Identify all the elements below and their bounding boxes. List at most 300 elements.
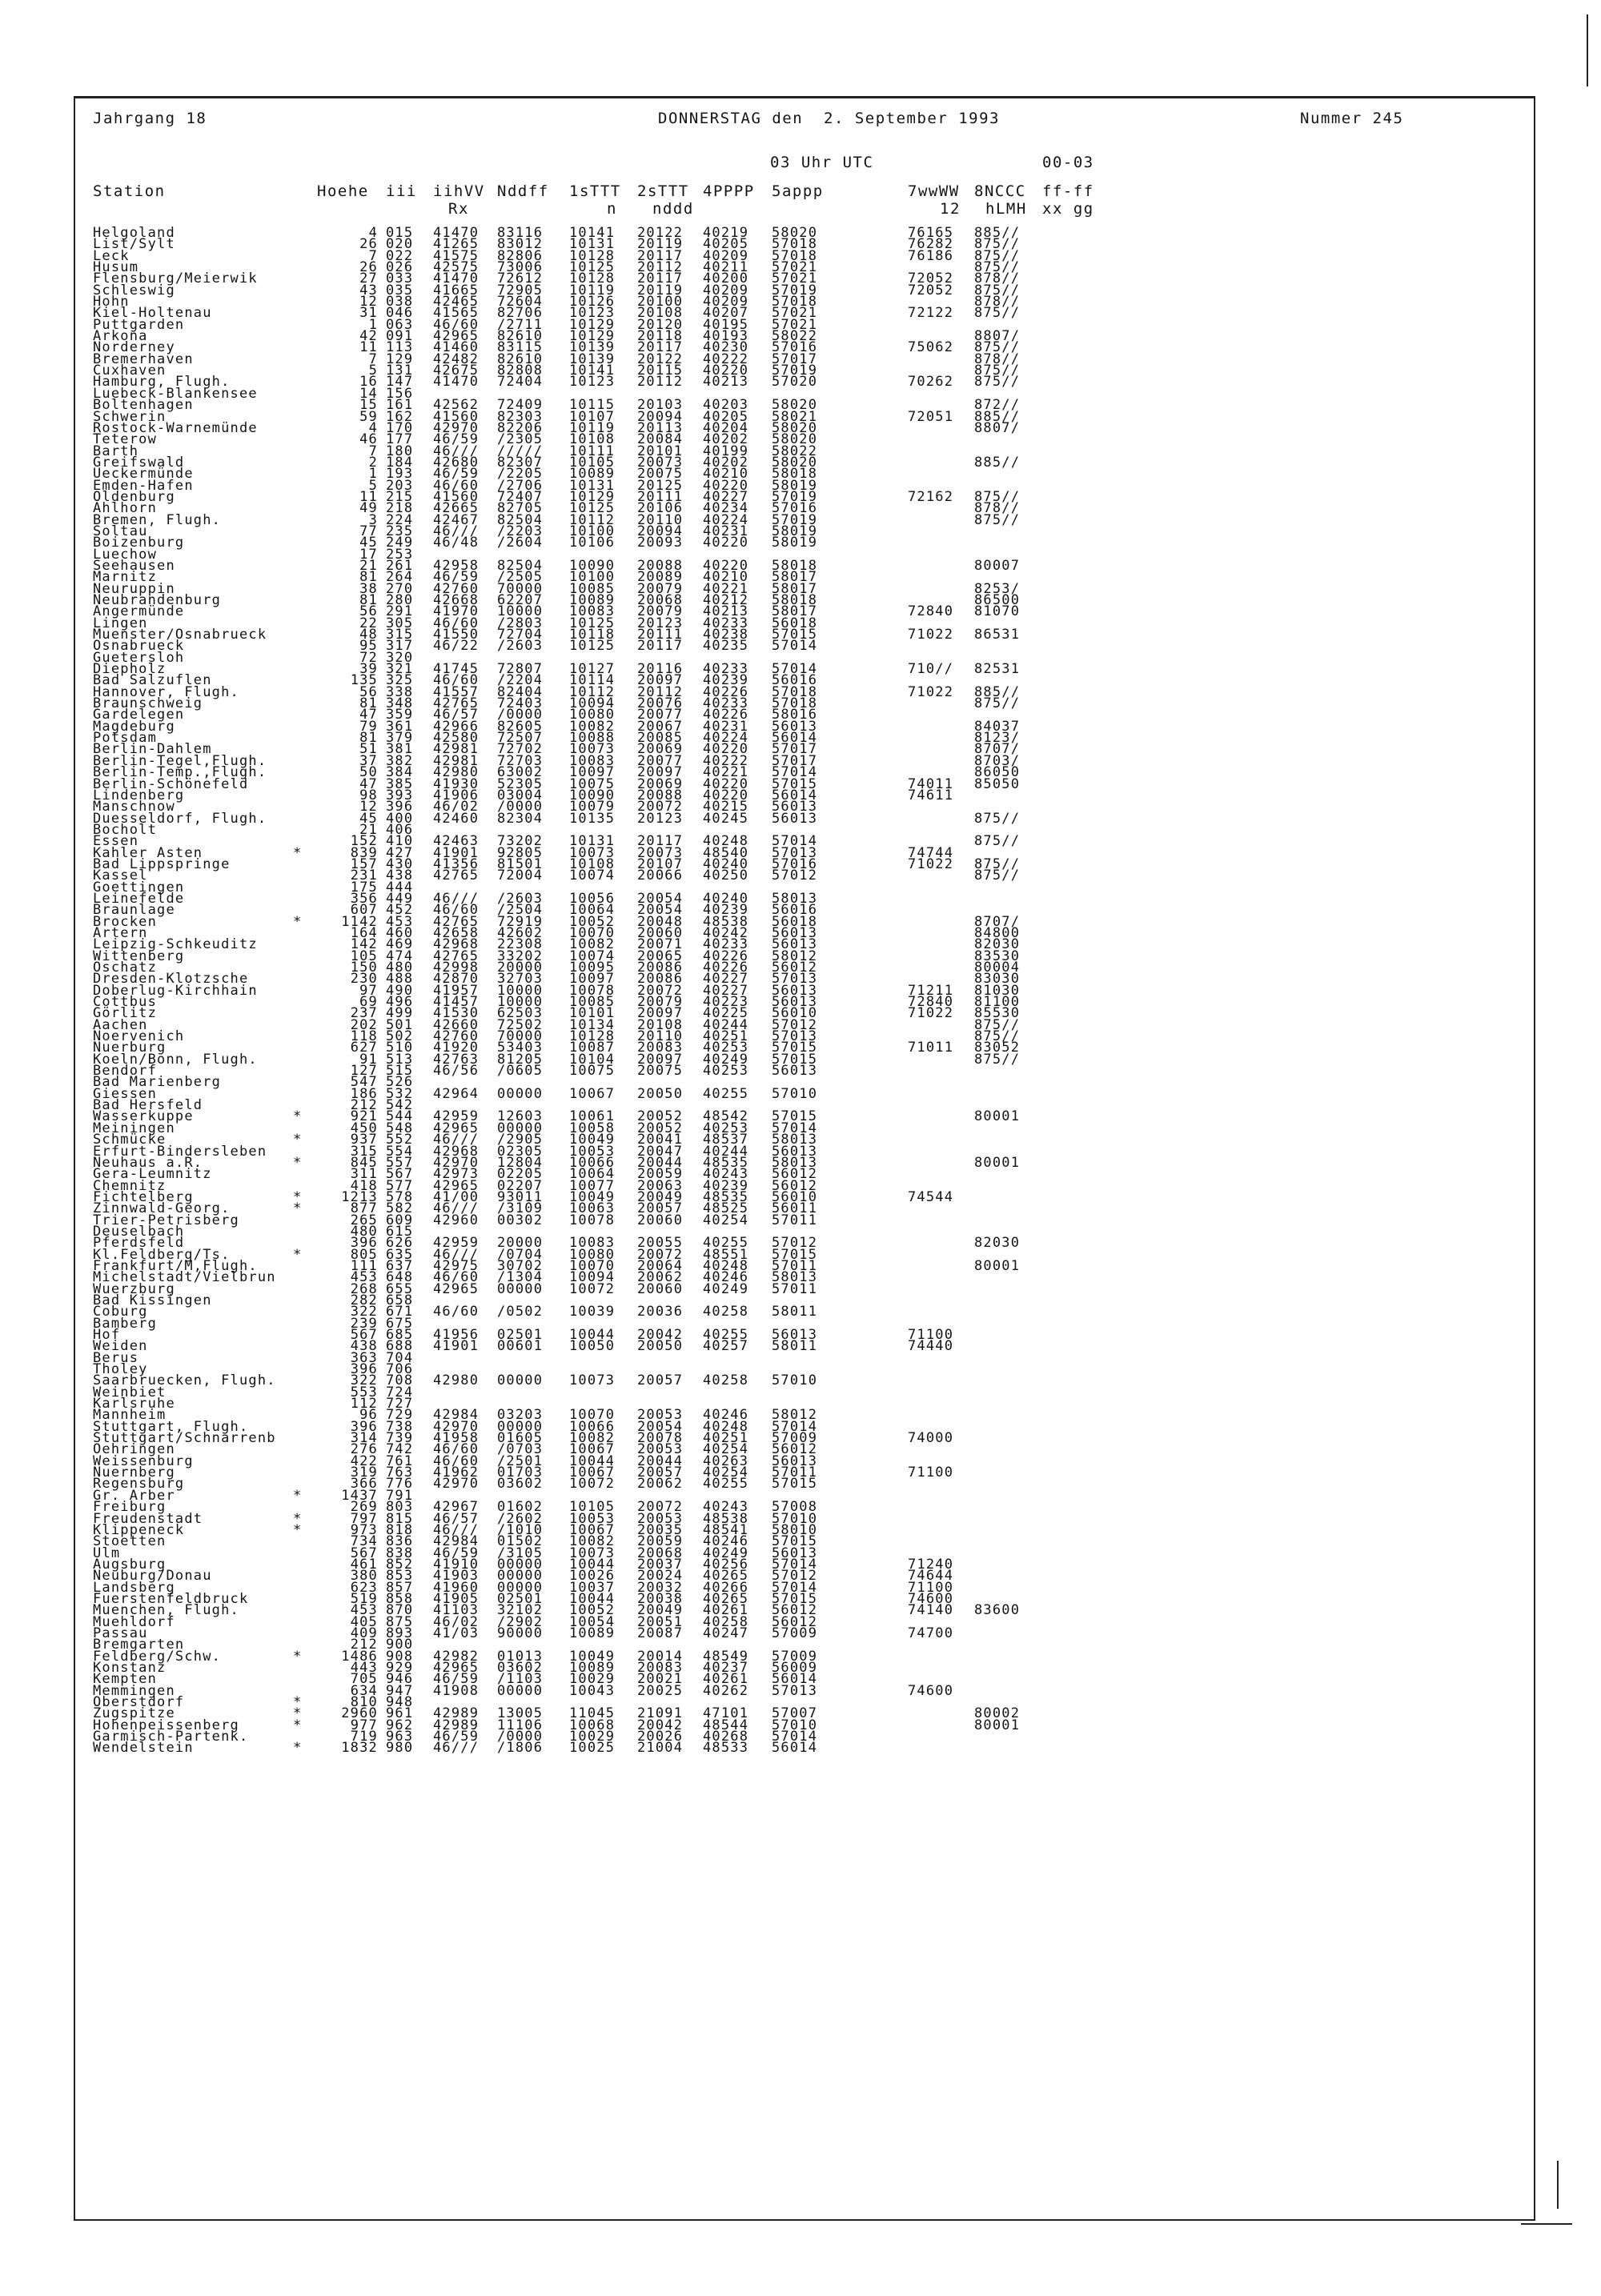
group-8nccc: 83600: [974, 1602, 1021, 1619]
station-id: 147: [386, 374, 414, 391]
group-8nccc: 875//: [974, 374, 1021, 391]
group-1sttt: 10089: [569, 1659, 616, 1676]
group-4pppp: 40202: [703, 431, 749, 448]
group-nddff: /2505: [497, 569, 544, 586]
group-iihvv: 46///: [433, 1740, 479, 1757]
station-id: 637: [386, 1257, 414, 1274]
group-5appp: 57017: [772, 752, 818, 769]
group-2sttt: 20086: [637, 971, 684, 988]
station-height: 1486: [341, 1648, 378, 1665]
group-2sttt: 20052: [637, 1108, 684, 1125]
group-2sttt: 20042: [637, 1717, 684, 1733]
group-5appp: 57012: [772, 1568, 818, 1585]
station-height: 422: [350, 1453, 378, 1469]
station-id: 838: [386, 1545, 414, 1561]
group-5appp: 57014: [772, 764, 818, 781]
station-height: 567: [350, 1327, 378, 1343]
group-5appp: 57012: [772, 868, 818, 884]
station-id: 359: [386, 707, 414, 723]
group-8nccc: 84800: [974, 924, 1021, 941]
station-height: 2: [368, 454, 378, 471]
station-height: 567: [350, 1545, 378, 1561]
group-5appp: 56012: [772, 1613, 818, 1630]
group-nddff: /0000: [497, 707, 544, 723]
group-1sttt: 10067: [569, 1521, 616, 1538]
group-8nccc: 878//: [974, 500, 1021, 517]
group-7wwww: 72840: [908, 994, 954, 1011]
group-iihvv: 42765: [433, 695, 479, 712]
group-iihvv: 46/57: [433, 1510, 479, 1527]
group-5appp: 57008: [772, 1499, 818, 1516]
group-nddff: 00000: [497, 1418, 544, 1435]
station-id: 410: [386, 833, 414, 850]
group-7wwww: 72052: [908, 270, 954, 287]
group-8nccc: 81070: [974, 603, 1021, 620]
station-height: 5: [368, 363, 378, 379]
group-4pppp: 40261: [703, 1671, 749, 1688]
group-1sttt: 10112: [569, 511, 616, 528]
group-4pppp: 40213: [703, 374, 749, 391]
station-height: 17: [359, 546, 378, 563]
station-height: 59: [359, 408, 378, 425]
group-4pppp: 40266: [703, 1579, 749, 1596]
group-8nccc: 878//: [974, 351, 1021, 367]
station-id: 180: [386, 443, 414, 459]
group-iihvv: 41565: [433, 305, 479, 322]
group-4pppp: 40233: [703, 661, 749, 678]
group-4pppp: 40224: [703, 511, 749, 528]
group-nddff: 00000: [497, 1682, 544, 1699]
group-nddff: 00601: [497, 1338, 544, 1355]
group-iihvv: 41903: [433, 1568, 479, 1585]
group-1sttt: 10073: [569, 844, 616, 861]
station-height: 607: [350, 902, 378, 919]
station-height: 81: [359, 592, 378, 608]
group-1sttt: 10106: [569, 535, 616, 551]
group-5appp: 58017: [772, 569, 818, 586]
group-iihvv: 41/00: [433, 1188, 479, 1205]
group-7wwww: 74140: [908, 1602, 954, 1619]
station-height: 396: [350, 1418, 378, 1435]
group-4pppp: 40243: [703, 1166, 749, 1183]
station-height: 98: [359, 787, 378, 803]
group-8nccc: 81100: [974, 994, 1021, 1011]
station-name: Kiel-Holtenau: [93, 305, 212, 322]
station-height: 21: [359, 557, 378, 574]
volume-label: Jahrgang 18: [93, 110, 207, 127]
station-id: 203: [386, 477, 414, 494]
group-8nccc: 80001: [974, 1257, 1021, 1274]
group-5appp: 57007: [772, 1705, 818, 1722]
station-id: 578: [386, 1188, 414, 1205]
station-height: 1832: [341, 1740, 378, 1757]
station-id: 727: [386, 1396, 414, 1412]
station-height: 366: [350, 1476, 378, 1493]
group-nddff: /0000: [497, 1729, 544, 1745]
group-5appp: 57013: [772, 844, 818, 861]
group-2sttt: 20086: [637, 960, 684, 976]
group-4pppp: 40244: [703, 1143, 749, 1160]
station-height: 396: [350, 1235, 378, 1252]
table-row: [0, 638, 1601, 655]
station-name: Husum: [93, 259, 139, 276]
group-2sttt: 20014: [637, 1648, 684, 1665]
group-iihvv: 46/57: [433, 707, 479, 723]
station-name: Bad Hersfeld: [93, 1097, 203, 1114]
group-5appp: 57015: [772, 1476, 818, 1493]
group-1sttt: 10052: [569, 1602, 616, 1619]
group-5appp: 58013: [772, 1269, 818, 1286]
group-8nccc: 8703/: [974, 752, 1021, 769]
group-4pppp: 40209: [703, 294, 749, 311]
group-4pppp: 40233: [703, 695, 749, 712]
group-iihvv: 42658: [433, 924, 479, 941]
group-4pppp: 40261: [703, 1602, 749, 1619]
group-8nccc: 81030: [974, 982, 1021, 999]
group-nddff: 82206: [497, 419, 544, 436]
group-nddff: 03004: [497, 787, 544, 803]
group-1sttt: 10073: [569, 741, 616, 758]
group-4pppp: 40251: [703, 1430, 749, 1447]
station-height: 212: [350, 1097, 378, 1114]
period-label: 00-03: [1042, 154, 1094, 171]
station-id: 338: [386, 683, 414, 700]
group-iihvv: 42760: [433, 580, 479, 597]
group-7wwww: 71022: [908, 855, 954, 872]
station-height: 438: [350, 1338, 378, 1355]
group-1sttt: 10090: [569, 557, 616, 574]
group-1sttt: 10058: [569, 1120, 616, 1136]
group-nddff: 81205: [497, 1051, 544, 1068]
group-4pppp: 40262: [703, 1682, 749, 1699]
station-name: Flensburg/Meierwik: [93, 270, 258, 287]
group-4pppp: 40227: [703, 488, 749, 505]
station-id: 815: [386, 1510, 414, 1527]
group-1sttt: 10119: [569, 282, 616, 299]
station-height: 91: [359, 1051, 378, 1068]
station-id: 738: [386, 1418, 414, 1435]
station-id: 929: [386, 1659, 414, 1676]
group-iihvv: 46/59: [433, 1671, 479, 1688]
col-7wwww: 7wwWW: [908, 182, 960, 200]
group-2sttt: 20041: [637, 1132, 684, 1148]
group-iihvv: 41905: [433, 1590, 479, 1607]
station-id: 020: [386, 236, 414, 253]
station-id: 381: [386, 741, 414, 758]
group-5appp: 56014: [772, 1671, 818, 1688]
station-id: 249: [386, 535, 414, 551]
station-height: 409: [350, 1625, 378, 1641]
station-name: Braunlage: [93, 902, 175, 919]
group-iihvv: 42465: [433, 294, 479, 311]
table-row: [0, 868, 1601, 884]
station-name: Rostock-Warnemünde: [93, 419, 258, 436]
group-iihvv: 46/60: [433, 1304, 479, 1320]
group-5appp: 57011: [772, 1212, 818, 1228]
table-row: [0, 1372, 1601, 1389]
station-name: Erfurt-Bindersleben: [93, 1143, 267, 1160]
station-name: Konstanz: [93, 1659, 167, 1676]
group-1sttt: 10123: [569, 305, 616, 322]
col-iihvv: iihVV: [433, 182, 485, 200]
group-1sttt: 10125: [569, 615, 616, 631]
station-height: 921: [350, 1108, 378, 1125]
group-5appp: 56013: [772, 982, 818, 999]
group-5appp: 57013: [772, 1682, 818, 1699]
station-id: 235: [386, 523, 414, 539]
group-1sttt: 10043: [569, 1682, 616, 1699]
group-2sttt: 20079: [637, 580, 684, 597]
group-nddff: 82605: [497, 718, 544, 735]
group-2sttt: 20053: [637, 1510, 684, 1527]
group-5appp: 56013: [772, 799, 818, 815]
group-4pppp: 40246: [703, 1269, 749, 1286]
station-name: Weinbiet: [93, 1384, 167, 1400]
group-4pppp: 40231: [703, 523, 749, 539]
group-2sttt: 20075: [637, 1063, 684, 1080]
group-5appp: 57015: [772, 1051, 818, 1068]
group-5appp: 57014: [772, 638, 818, 655]
group-iihvv: 42970: [433, 1476, 479, 1493]
station-height: 12: [359, 294, 378, 311]
group-4pppp: 40211: [703, 259, 749, 276]
group-1sttt: 10090: [569, 787, 616, 803]
group-4pppp: 40247: [703, 1625, 749, 1641]
group-nddff: 72507: [497, 730, 544, 747]
station-name: Klippeneck: [93, 1521, 185, 1538]
group-2sttt: 20060: [637, 1280, 684, 1297]
group-2sttt: 20110: [637, 1028, 684, 1045]
group-1sttt: 10075: [569, 775, 616, 792]
group-iihvv: 42960: [433, 1212, 479, 1228]
group-iihvv: 41958: [433, 1430, 479, 1447]
group-5appp: 56013: [772, 924, 818, 941]
station-height: 4: [368, 419, 378, 436]
station-height: 46: [359, 431, 378, 448]
group-2sttt: 20065: [637, 948, 684, 964]
group-1sttt: 10128: [569, 1028, 616, 1045]
group-5appp: 57019: [772, 511, 818, 528]
group-iihvv: 46///: [433, 1200, 479, 1217]
mountain-marker: *: [293, 913, 303, 930]
group-4pppp: 40224: [703, 730, 749, 747]
group-1sttt: 10131: [569, 477, 616, 494]
station-id: 449: [386, 890, 414, 907]
group-5appp: 57011: [772, 1465, 818, 1481]
station-height: 265: [350, 1212, 378, 1228]
station-height: 202: [350, 1016, 378, 1033]
group-4pppp: 40257: [703, 1338, 749, 1355]
group-5appp: 57016: [772, 855, 818, 872]
group-2sttt: 20066: [637, 868, 684, 884]
mountain-marker: *: [293, 1694, 303, 1710]
group-iihvv: 42870: [433, 971, 479, 988]
group-7wwww: 74011: [908, 775, 954, 792]
group-2sttt: 20117: [637, 339, 684, 356]
station-name: Potsdam: [93, 730, 158, 747]
station-height: 79: [359, 718, 378, 735]
group-5appp: 57014: [772, 833, 818, 850]
group-1sttt: 10053: [569, 1510, 616, 1527]
group-2sttt: 20097: [637, 764, 684, 781]
station-height: 37: [359, 752, 378, 769]
station-name: Stuttgart, Flugh.: [93, 1418, 249, 1435]
group-2sttt: 20059: [637, 1533, 684, 1550]
station-height: 5: [368, 477, 378, 494]
station-name: Koeln/Bonn, Flugh.: [93, 1051, 258, 1068]
station-height: 322: [350, 1372, 378, 1389]
group-4pppp: 40200: [703, 270, 749, 287]
station-name: Mannheim: [93, 1407, 167, 1424]
station-name: Greifswald: [93, 454, 185, 471]
group-8nccc: 80001: [974, 1717, 1021, 1733]
station-id: 557: [386, 1154, 414, 1171]
station-id: 513: [386, 1051, 414, 1068]
group-2sttt: 20053: [637, 1407, 684, 1424]
group-1sttt: 10078: [569, 982, 616, 999]
group-4pppp: 48535: [703, 1188, 749, 1205]
group-iihvv: 42989: [433, 1705, 479, 1722]
group-2sttt: 20113: [637, 419, 684, 436]
table-row: [0, 1212, 1601, 1228]
mountain-marker: *: [293, 1740, 303, 1757]
station-name: Magdeburg: [93, 718, 175, 735]
group-8nccc: 80001: [974, 1154, 1021, 1171]
group-8nccc: 872//: [974, 397, 1021, 414]
station-name: Angermünde: [93, 603, 185, 620]
group-iihvv: 42460: [433, 810, 479, 827]
group-1sttt: 10134: [569, 1016, 616, 1033]
group-1sttt: 10100: [569, 569, 616, 586]
group-7wwww: 74440: [908, 1338, 954, 1355]
station-id: 382: [386, 752, 414, 769]
group-iihvv: 42970: [433, 1418, 479, 1435]
station-height: 3: [368, 511, 378, 528]
group-iihvv: 46///: [433, 523, 479, 539]
station-name: Wittenberg: [93, 948, 185, 964]
station-id: 184: [386, 454, 414, 471]
group-iihvv: 41901: [433, 844, 479, 861]
group-8nccc: 82531: [974, 661, 1021, 678]
station-height: 805: [350, 1246, 378, 1263]
station-id: 532: [386, 1085, 414, 1102]
group-2sttt: 20097: [637, 672, 684, 689]
group-nddff: 10000: [497, 982, 544, 999]
group-iihvv: 41530: [433, 1005, 479, 1022]
table-row: [0, 1476, 1601, 1493]
group-nddff: 20000: [497, 1235, 544, 1252]
group-4pppp: 40210: [703, 569, 749, 586]
group-iihvv: 42989: [433, 1717, 479, 1733]
station-id: 315: [386, 627, 414, 643]
group-5appp: 58012: [772, 948, 818, 964]
group-iihvv: 42562: [433, 397, 479, 414]
group-nddff: /2706: [497, 477, 544, 494]
station-height: 97: [359, 982, 378, 999]
group-2sttt: 20077: [637, 752, 684, 769]
group-nddff: 30702: [497, 1257, 544, 1274]
group-nddff: 73202: [497, 833, 544, 850]
group-4pppp: 40209: [703, 282, 749, 299]
mountain-marker: *: [293, 1188, 303, 1205]
group-5appp: 56018: [772, 615, 818, 631]
group-8nccc: 875//: [974, 1016, 1021, 1033]
station-height: 627: [350, 1040, 378, 1056]
group-1sttt: 10094: [569, 1269, 616, 1286]
group-iihvv: 41356: [433, 855, 479, 872]
group-5appp: 57017: [772, 351, 818, 367]
station-id: 818: [386, 1521, 414, 1538]
group-4pppp: 40220: [703, 535, 749, 551]
station-height: 47: [359, 707, 378, 723]
issue-number: Nummer 245: [1300, 110, 1404, 127]
station-name: Zugspitze: [93, 1705, 175, 1722]
group-1sttt: 11045: [569, 1705, 616, 1722]
station-id: 496: [386, 994, 414, 1011]
group-nddff: /////: [497, 443, 544, 459]
group-1sttt: 10044: [569, 1327, 616, 1343]
table-row: [0, 810, 1601, 827]
station-id: 091: [386, 328, 414, 345]
group-5appp: 56014: [772, 730, 818, 747]
group-iihvv: 46/60: [433, 672, 479, 689]
station-name: Kempten: [93, 1671, 158, 1688]
station-id: 317: [386, 638, 414, 655]
group-2sttt: 20055: [637, 1235, 684, 1252]
station-height: 142: [350, 936, 378, 953]
station-name: Hohn: [93, 294, 130, 311]
station-name: Pferdsfeld: [93, 1235, 185, 1252]
group-nddff: 01703: [497, 1465, 544, 1481]
station-height: 39: [359, 661, 378, 678]
group-4pppp: 48540: [703, 844, 749, 861]
group-2sttt: 20116: [637, 661, 684, 678]
station-name: Feldberg/Schw.: [93, 1648, 222, 1665]
group-iihvv: 46/60: [433, 316, 479, 333]
group-nddff: /0703: [497, 1441, 544, 1458]
group-2sttt: 20053: [637, 1441, 684, 1458]
group-1sttt: 10135: [569, 810, 616, 827]
station-height: 634: [350, 1682, 378, 1699]
group-4pppp: 40253: [703, 1120, 749, 1136]
group-7wwww: 72162: [908, 488, 954, 505]
group-4pppp: 40253: [703, 1040, 749, 1056]
group-2sttt: 20021: [637, 1671, 684, 1688]
group-nddff: 10000: [497, 603, 544, 620]
group-4pppp: 40251: [703, 1028, 749, 1045]
group-7wwww: 72122: [908, 305, 954, 322]
group-4pppp: 40242: [703, 924, 749, 941]
group-5appp: 57018: [772, 236, 818, 253]
corner-mark: [1557, 2161, 1559, 2209]
station-name: Neuhaus a.R.: [93, 1154, 203, 1171]
station-id: 321: [386, 661, 414, 678]
group-1sttt: 10128: [569, 247, 616, 264]
group-5appp: 57016: [772, 500, 818, 517]
group-8nccc: 878//: [974, 294, 1021, 311]
group-nddff: 00000: [497, 1556, 544, 1573]
group-8nccc: 875//: [974, 1028, 1021, 1045]
group-2sttt: 20111: [637, 627, 684, 643]
group-2sttt: 20071: [637, 936, 684, 953]
group-5appp: 57021: [772, 270, 818, 287]
group-iihvv: 42660: [433, 1016, 479, 1033]
group-4pppp: 48544: [703, 1717, 749, 1733]
group-2sttt: 20120: [637, 316, 684, 333]
group-nddff: 82610: [497, 328, 544, 345]
group-1sttt: 10052: [569, 913, 616, 930]
group-4pppp: 40199: [703, 443, 749, 459]
